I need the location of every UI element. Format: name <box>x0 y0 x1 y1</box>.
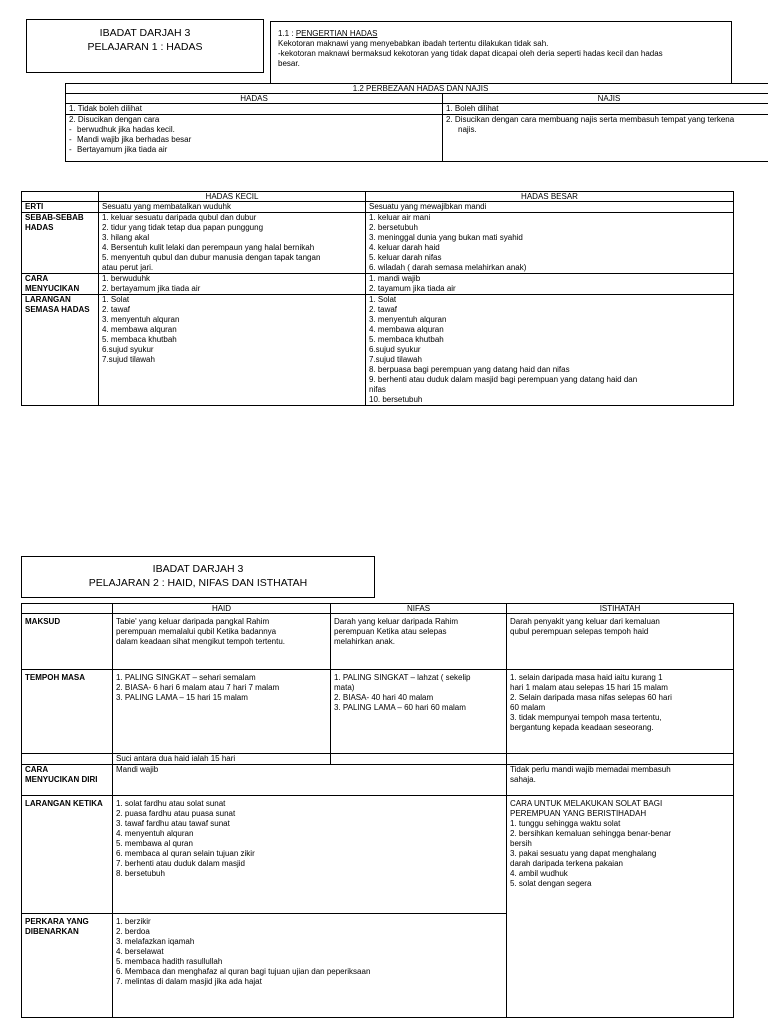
list-item: Darah yang keluar daripada Rahim <box>334 617 459 626</box>
perkara-label <box>22 914 113 1018</box>
empty-cell <box>331 754 507 765</box>
hadas-kecil-besar-table <box>21 191 734 406</box>
list-item: darah daripada terkena pakaian <box>510 859 623 868</box>
perbezaan-title-row <box>66 84 768 94</box>
table-row <box>66 115 768 162</box>
list-item: PEREMPUAN YANG BERISTIHADAH <box>510 809 647 818</box>
list-item: 2. tawaf <box>369 305 398 314</box>
table-header-row <box>22 604 734 614</box>
list-item: 1. solat fardhu atau solat sunat <box>116 799 226 808</box>
list-item: 8. berpuasa bagi perempuan yang datang haid dan nifas <box>369 365 570 374</box>
najis-r2-line2: najis. <box>458 125 477 134</box>
list-item: 6. Membaca dan menghafaz al quran bagi tujuan ujian dan peperiksaan <box>116 967 371 976</box>
pengertian-number: 1.1 : <box>278 29 294 38</box>
empty-cell <box>507 754 734 765</box>
list-item: mata) <box>334 683 355 692</box>
empty-cell <box>22 754 113 765</box>
list-item: perempuan Ketika atau selepas <box>334 627 447 636</box>
larangan-ketika-list <box>113 796 507 914</box>
larangan-label-line2: SEMASA HADAS <box>25 305 90 314</box>
lesson1-title-line2: PELAJARAN 1 : HADAS <box>87 41 203 53</box>
erti-besar: Sesuatu yang mewajibkan mandi <box>366 202 734 213</box>
list-item: melahirkan anak. <box>334 637 395 646</box>
list-item: 2. tayamum jika tiada air <box>369 284 456 293</box>
hadas-r2 <box>66 115 443 162</box>
list-item: 6. membaca al quran selain tujuan zikir <box>116 849 255 858</box>
cara-diri-label <box>22 765 113 796</box>
list-item: Darah penyakit yang keluar dari kemaluan <box>510 617 660 626</box>
larangan-kecil <box>99 295 366 406</box>
table-row <box>22 202 734 213</box>
table-row <box>66 104 768 115</box>
list-item: bergantung kepada keadaan seseorang. <box>510 723 654 732</box>
larangan-label-line1: LARANGAN <box>25 295 71 304</box>
list-item: 2. tawaf <box>102 305 131 314</box>
pengertian-heading <box>278 29 731 39</box>
list-item: 5. membaca khutbah <box>102 335 177 344</box>
list-item: 5. membaca khutbah <box>369 335 444 344</box>
list-item: 5. membawa al quran <box>116 839 193 848</box>
col-hadas: HADAS <box>66 94 443 104</box>
list-item: 3. PALING LAMA – 60 hari 60 malam <box>334 703 466 712</box>
lesson2-title-line1: IBADAT DARJAH 3 <box>152 563 244 575</box>
list-item: 3. pakai sesuatu yang dapat menghalang <box>510 849 657 858</box>
haid-nifas-istihatah-table <box>21 603 734 1018</box>
najis-r2 <box>443 115 768 162</box>
list-item: 8. bersetubuh <box>116 869 165 878</box>
list-item: nifas <box>369 385 386 394</box>
col-istihatah: ISTIHATAH <box>507 604 734 614</box>
list-item: 3. menyentuh alquran <box>369 315 447 324</box>
list-item: hari 1 malam atau selepas 15 hari 15 malam <box>510 683 668 692</box>
perbezaan-title: 1.2 PERBEZAAN HADAS DAN NAJIS <box>66 84 768 94</box>
list-item: 6.sujud syukur <box>369 345 421 354</box>
list-item: atau perut jari. <box>102 263 154 272</box>
list-item: - berwudhuk jika hadas kecil. <box>69 125 439 135</box>
list-item: 1. Solat <box>369 295 397 304</box>
list-item: 2. Selain daripada masa nifas selepas 60 hari <box>510 693 672 702</box>
list-item: 2. puasa fardhu atau puasa sunat <box>116 809 236 818</box>
list-item: 7.sujud tilawah <box>369 355 422 364</box>
lesson1-title-line1: IBADAT DARJAH 3 <box>99 27 191 39</box>
table-row <box>22 295 734 406</box>
sebab-besar <box>366 213 734 274</box>
hadas-r1: 1. Tidak boleh dilihat <box>66 104 443 115</box>
list-item: Tabie' yang keluar daripada pangkal Rahim <box>116 617 270 626</box>
col-najis: NAJIS <box>443 94 768 104</box>
list-item: 2. BIASA- 6 hari 6 malam atau 7 hari 7 malam <box>116 683 280 692</box>
larangan-label <box>22 295 99 406</box>
larangan-besar <box>366 295 734 406</box>
list-item: bersih <box>510 839 532 848</box>
list-item: 1. mandi wajib <box>369 274 421 283</box>
list-item: 3. melafazkan iqamah <box>116 937 195 946</box>
table-row <box>22 614 734 670</box>
perbezaan-table <box>65 83 768 162</box>
list-item: 2. berdoa <box>116 927 150 936</box>
cara-diri-label-line2: MENYUCIKAN DIRI <box>25 775 98 784</box>
list-item: 1. tunggu sehingga waktu solat <box>510 819 621 828</box>
lesson2-title-line2: PELAJARAN 2 : HAID, NIFAS DAN ISTHATAH <box>88 577 308 589</box>
list-item: 1. keluar sesuatu daripada qubul dan dubur <box>102 213 257 222</box>
empty-header-cell <box>22 192 99 202</box>
sebab-label-line1: SEBAB-SEBAB <box>25 213 84 222</box>
list-item: 4. membawa alquran <box>102 325 177 334</box>
perkara-label-line2: DIBENARKAN <box>25 927 79 936</box>
sebab-label-line2: HADAS <box>25 223 54 232</box>
list-item: 2. bersihkan kemaluan sehingga benar-benar <box>510 829 671 838</box>
pengertian-line1: Kekotoran maknawi yang menyebabkan ibadah tertentu dilakukan tidak sah. <box>278 39 549 48</box>
tempoh-istihatah <box>507 670 734 754</box>
list-item: qubul perempuan selepas tempoh haid <box>510 627 649 636</box>
cara-istihatah <box>507 765 734 796</box>
list-item: 4. membawa alquran <box>369 325 444 334</box>
najis-r2-line1: 2. Disucikan dengan cara membuang najis serta membasuh tempat yang terkena <box>446 115 735 124</box>
maksud-nifas <box>331 614 507 670</box>
cara-diri-label-line1: CARA <box>25 765 49 774</box>
tempoh-nifas <box>331 670 507 754</box>
najis-r1: 1. Boleh dilihat <box>443 104 768 115</box>
empty-header-cell <box>22 604 113 614</box>
list-item: 1. PALING SINGKAT – lahzat ( sekelip <box>334 673 471 682</box>
list-item: 3. tawaf fardhu atau tawaf sunat <box>116 819 230 828</box>
list-item: 4. berselawat <box>116 947 164 956</box>
list-item: 6.sujud syukur <box>102 345 154 354</box>
list-item: 6. wiladah ( darah semasa melahirkan anak) <box>369 263 527 272</box>
list-item: 1. keluar air mani <box>369 213 431 222</box>
list-item: 1. PALING SINGKAT – sehari semalam <box>116 673 256 682</box>
list-item: perempuan memalalui qubil Ketika badannya <box>116 627 277 636</box>
list-item: 7. berhenti atau duduk dalam masjid <box>116 859 245 868</box>
list-item: 5. menyentuh qubul dan dubur manusia dengan tapak tangan <box>102 253 321 262</box>
maksud-istihatah <box>507 614 734 670</box>
tempoh-label: TEMPOH MASA <box>22 670 113 754</box>
maksud-haid <box>113 614 331 670</box>
list-item: 1. Solat <box>102 295 130 304</box>
lesson1-title-box <box>26 19 264 73</box>
cara-haid-nifas: Mandi wajib <box>113 765 507 796</box>
list-item: 1. berzikir <box>116 917 151 926</box>
col-hadas-besar: HADAS BESAR <box>366 192 734 202</box>
cara-solat-istihadah <box>507 796 734 1018</box>
pengertian-hadas-box <box>270 21 732 84</box>
list-item: 4. menyentuh alquran <box>116 829 194 838</box>
list-item: 7.sujud tilawah <box>102 355 155 364</box>
list-item: 1. selain daripada masa haid iaitu kurang 1 <box>510 673 663 682</box>
cara-label <box>22 274 99 295</box>
table-row <box>22 213 734 274</box>
cara-label-line1: CARA <box>25 274 49 283</box>
table-row <box>22 796 734 914</box>
pengertian-title: PENGERTIAN HADAS <box>295 29 378 38</box>
list-item: 5. solat dengan segera <box>510 879 592 888</box>
list-item: 3. tidak mempunyai tempoh masa tertentu, <box>510 713 662 722</box>
list-item: 5. keluar darah nifas <box>369 253 442 262</box>
list-item: 7. melintas di dalam masjid jika ada hajat <box>116 977 262 986</box>
perkara-label-line1: PERKARA YANG <box>25 917 89 926</box>
list-item: 4. keluar darah haid <box>369 243 440 252</box>
col-nifas: NIFAS <box>331 604 507 614</box>
list-item: 1. berwuduhk <box>102 274 151 283</box>
lesson2-title-box <box>21 556 375 598</box>
list-item: 4. Bersentuh kulit lelaki dan perempaun yang halal bernikah <box>102 243 315 252</box>
cara-kecil <box>99 274 366 295</box>
suci-note: Suci antara dua haid ialah 15 hari <box>113 754 331 765</box>
list-item: 2. tidur yang tidak tetap dua papan punggung <box>102 223 264 232</box>
list-item: 3. PALING LAMA – 15 hari 15 malam <box>116 693 248 702</box>
list-item: 3. menyentuh alquran <box>102 315 180 324</box>
table-row <box>22 754 734 765</box>
larangan-ketika-label: LARANGAN KETIKA <box>22 796 113 914</box>
list-item: dalam keadaan sihat mengikut tempoh tertentu. <box>116 637 285 646</box>
cara-besar <box>366 274 734 295</box>
col-haid: HAID <box>113 604 331 614</box>
perbezaan-header-row <box>66 94 768 104</box>
list-item: 3. meninggal dunia yang bukan mati syahid <box>369 233 523 242</box>
hadas-r2-main: 2. Disucikan dengan cara <box>69 115 160 124</box>
tempoh-haid <box>113 670 331 754</box>
erti-label: ERTI <box>22 202 99 213</box>
sebab-label <box>22 213 99 274</box>
list-item: 3. hilang akal <box>102 233 150 242</box>
list-item: 5. membaca hadith rasullullah <box>116 957 223 966</box>
list-item: CARA UNTUK MELAKUKAN SOLAT BAGI <box>510 799 663 808</box>
maksud-label: MAKSUD <box>22 614 113 670</box>
list-item: sahaja. <box>510 775 536 784</box>
pengertian-line3: besar. <box>278 59 300 68</box>
list-item: 2. BIASA- 40 hari 40 malam <box>334 693 434 702</box>
list-item: - Mandi wajib jika berhadas besar <box>69 135 439 145</box>
list-item: 9. berhenti atau duduk dalam masjid bagi perempuan yang datang haid dan <box>369 375 638 384</box>
list-item: Tidak perlu mandi wajib memadai membasuh <box>510 765 671 774</box>
pengertian-line2: -kekotoran maknawi bermaksud kekotoran yang tidak dapat dicapai oleh deria seperti hadas kecil dan hadas <box>278 49 663 58</box>
list-item: 60 malam <box>510 703 546 712</box>
erti-kecil: Sesuatu yang membatalkan wuduhk <box>99 202 366 213</box>
table-header-row <box>22 192 734 202</box>
sebab-kecil <box>99 213 366 274</box>
table-row <box>22 765 734 796</box>
col-hadas-kecil: HADAS KECIL <box>99 192 366 202</box>
list-item: 10. bersetubuh <box>369 395 423 404</box>
list-item: 2. bertayamum jika tiada air <box>102 284 201 293</box>
cara-label-line2: MENYUCIKAN <box>25 284 80 293</box>
list-item: 2. bersetubuh <box>369 223 418 232</box>
list-item: - Bertayamum jika tiada air <box>69 145 439 155</box>
table-row <box>22 670 734 754</box>
perkara-list <box>113 914 507 1018</box>
table-row <box>22 274 734 295</box>
list-item: 4. ambil wudhuk <box>510 869 568 878</box>
